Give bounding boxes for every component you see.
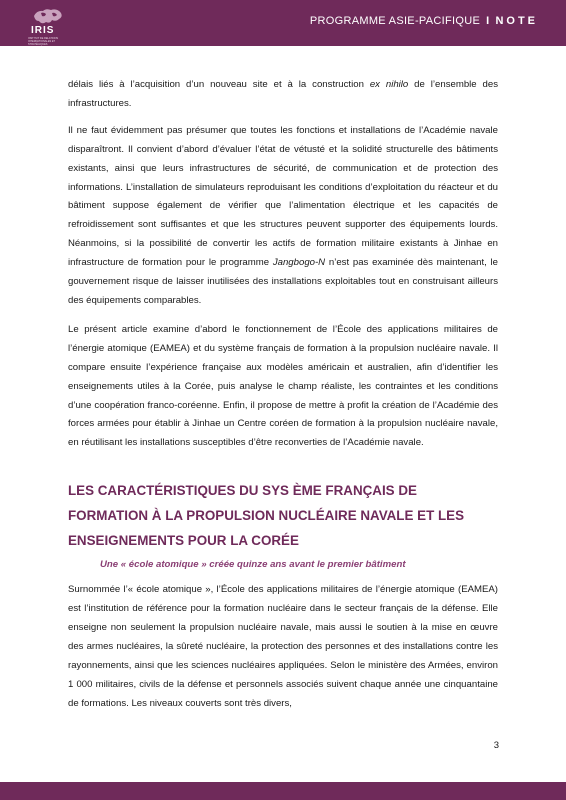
header-title [310, 15, 538, 27]
paragraph: Surnommée l’« école atomique », l’École des applications militaires de l’énergie atomique (EAMEA) est l’institution de référence pour la formation nucléaire dans le secteur français de la défense. Elle enseigne non seulement la propulsion nucléaire navale, mais aussi le soutien à la mise en œuvre des armes nucléaires, la sûreté nucléaire, la protection des personnes et des installations contre les rayonnements, ainsi que les sciences nucléaires appliquées. Selon le ministère des Armées, environ 1 000 militaires, civils de la défense et personnels associés suivent chaque année une cinquantaine de formations. Les niveaux couverts sont très divers, [68, 584, 498, 709]
subsection-heading: Une « école atomique » créée quinze ans avant le premier bâtiment [100, 559, 406, 571]
section-heading: LES CARACTÉRISTIQUES DU SYS ÈME FRANÇAIS DE FORMATION À LA PROPULSION NUCLÉAIRE NAVALE ET LES ENSEIGNEMENTS POUR LA CORÉE [68, 483, 465, 549]
paragraph [68, 122, 498, 311]
paragraph-text: de l’ensemble des infrastructures. [68, 79, 498, 109]
paragraph [68, 76, 498, 114]
header-separator: I [486, 15, 490, 27]
page-header [0, 0, 566, 46]
document-type: NOTE [495, 15, 538, 27]
page-footer-band [0, 782, 566, 800]
logo-subtitle: INSTITUT DE RELATIONS INTERNATIONALES ET STRATÉGIQUES [28, 37, 59, 46]
page-number: 3 [493, 740, 499, 751]
logo-wordmark: IRIS [31, 25, 55, 36]
paragraph-text: délais liés à l’acquisition d’un nouveau site et à la construction [68, 79, 370, 90]
paragraph: Le présent article examine d’abord le fonctionnement de l’École des applications militaires de l’énergie atomique (EAMEA) et du système français de formation à la propulsion nucléaire navale. Il compare ensuite l’expérience française aux modèles américain et australien, afin d’identifier les enseignements utiles à la Corée, puis analyse le champ réaliste, les contraintes et les conditions d’une coopération franco-coréenne. Enfin, il propose de mettre à profit la création de l’Académie des forces armées pour établir à Jinhae un Centre coréen de formation à la propulsion nucléaire navale, en réutilisant les installations susceptibles d’être reconverties de l’Académie navale. [68, 323, 498, 449]
italic-term: Jangbogo-N [272, 257, 326, 269]
program-name: PROGRAMME ASIE-PACIFIQUE [309, 15, 481, 27]
paragraph-text: Il ne faut évidemment pas présumer que toutes les fonctions et installations de l’Académie navale disparaîtront. Il convient d’abord d’évaluer l’état de vétusté et la solidité structurelle des bâtiments existants, ainsi que leurs infrastructures de sécurité, de communication et de protection des informations. L’installation de simulateurs reproduisant les conditions d’exploitation du réacteur et du bâtiment suppose également de vérifier que l’alimentation électrique et les capacités de refroidissement sont suffisantes et que les structures peuvent supporter des équipements lourds. Néanmoins, si la possibilité de convertir les actifs de formation militaire existants à Jinhae en infrastructure de formation pour le programme [68, 124, 498, 269]
italic-term: ex nihilo [369, 79, 409, 90]
paragraph-text: n’est pas examinée dès maintenant, le gouvernement risque de laisser inutilisées des installations exploitables tout en construisant ailleurs des équipements comparables. [68, 257, 498, 306]
page-body [68, 76, 498, 724]
